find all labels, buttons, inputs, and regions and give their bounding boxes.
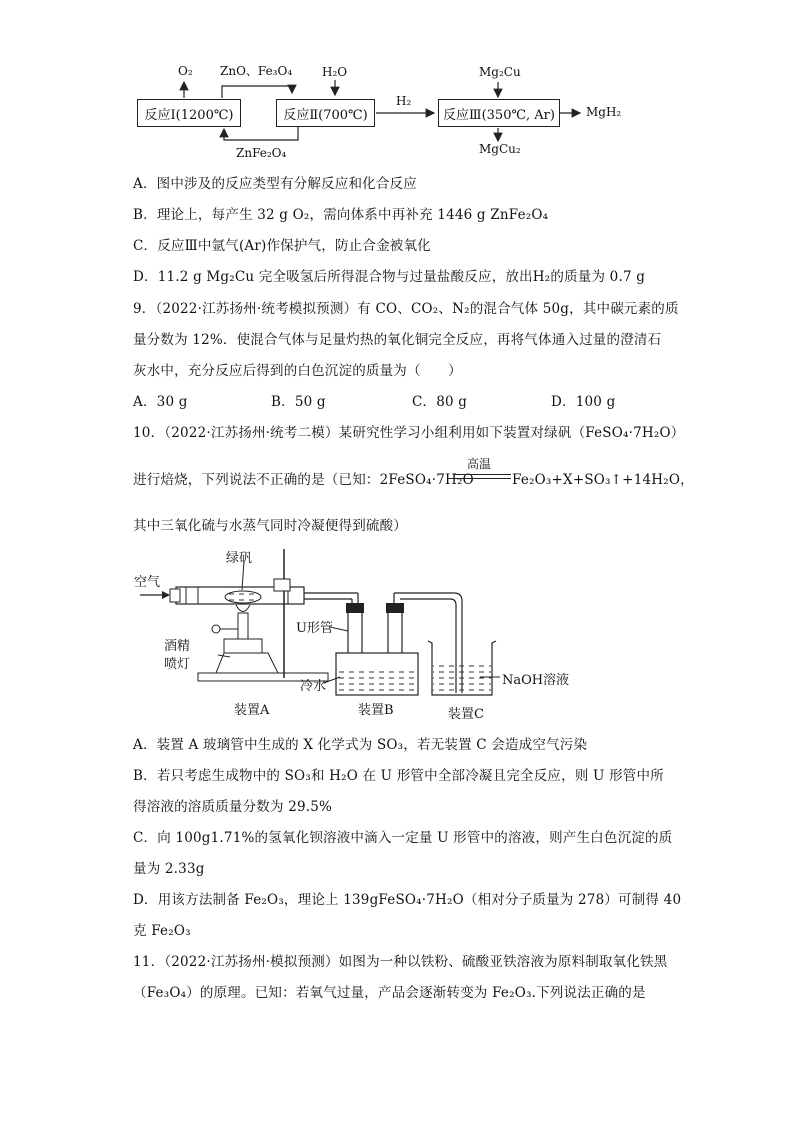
q10-option-c-line1: C．向 100g1.71%的氢氧化钡溶液中滴入一定量 U 形管中的溶液，则产生白色沉淀的质 (133, 830, 673, 846)
u-tube-label: U形管 (296, 621, 333, 636)
mgh2-label: MgH₂ (586, 105, 622, 119)
q8-option-b: B．理论上，每产生 32 g O₂，需向体系中再补充 1446 g ZnFe₂O₄ (133, 207, 549, 223)
equals-line-bottom (453, 478, 511, 479)
znfe2o4-label: ZnFe₂O₄ (236, 146, 287, 160)
q10-option-c-line2: 量为 2.33g (133, 861, 205, 877)
device-c-label: 装置C (448, 707, 484, 722)
reaction-1-box: 反应Ⅰ(1200℃) (137, 99, 241, 127)
device-a-label: 装置A (234, 703, 270, 718)
q9-option-d: D．100 g (551, 394, 616, 410)
device-b-label: 装置B (358, 703, 394, 718)
q9-option-a: A．30 g (133, 394, 188, 410)
reaction-equation-arrow (453, 455, 511, 485)
apparatus-diagram (128, 543, 588, 721)
q10-option-b-line1: B．若只考虑生成物中的 SO₃和 H₂O 在 U 形管中全部冷凝且完全反应，则 U 形管中所 (133, 768, 664, 784)
q11-stem-line1: 11．（2022·江苏扬州·模拟预测）如图为一种以铁粉、硫酸亚铁溶液为原料制取氧化铁黑 (133, 954, 668, 970)
q8-option-a: A．图中涉及的反应类型有分解反应和化合反应 (133, 176, 417, 192)
process-flowchart (120, 58, 680, 166)
q9-stem-line2: 量分数为 12%．使混合气体与足量灼热的氧化铜完全反应，再将气体通入过量的澄清石 (133, 332, 662, 348)
reaction-3-box: 反应Ⅲ(350℃, Ar) (438, 99, 560, 127)
q10-option-b-line2: 得溶液的溶质质量分数为 29.5% (133, 799, 333, 815)
q9-option-b: B．50 g (271, 394, 326, 410)
alcohol-lamp-label-1: 酒精 (164, 639, 191, 654)
q10-stem-line2-post: Fe₂O₃+X+SO₃↑+14H₂O， (512, 472, 694, 488)
q9-stem-line1: 9．（2022·江苏扬州·统考模拟预测）有 CO、CO₂、N₂的混合气体 50g，其中碳元素的质 (133, 301, 679, 317)
h2-label: H₂ (396, 94, 412, 108)
q8-option-c: C．反应Ⅲ中氩气(Ar)作保护气，防止合金被氧化 (133, 238, 431, 254)
apparatus-drawing (128, 543, 588, 721)
mgcu2-label: MgCu₂ (479, 142, 521, 156)
condition-label: 高温 (467, 457, 492, 471)
zno-fe3o4-label: ZnO、Fe₃O₄ (220, 64, 293, 78)
mg2cu-label: Mg₂Cu (479, 65, 521, 79)
q10-option-a: A．装置 A 玻璃管中生成的 X 化学式为 SO₃，若无装置 C 会造成空气污染 (133, 737, 588, 753)
h2o-label: H₂O (322, 65, 348, 79)
q10-stem-line3: 其中三氧化硫与水蒸气同时冷凝便得到硫酸） (133, 518, 407, 534)
q11-stem-line2: （Fe₃O₄）的原理。已知：若氧气过量，产品会逐渐转变为 Fe₂O₃.下列说法正确的是 (133, 985, 646, 1001)
q9-stem-line3: 灰水中，充分反应后得到的白色沉淀的质量为（ ） (133, 363, 462, 379)
q8-option-d: D．11.2 g Mg₂Cu 完全吸氢后所得混合物与过量盐酸反应，放出H₂的质量为 0.7 g (133, 269, 646, 285)
air-label: 空气 (134, 575, 161, 590)
q10-stem-line2-pre: 进行焙烧，下列说法不正确的是（已知：2FeSO₄·7H₂O (133, 472, 474, 488)
alcohol-lamp-label-2: 喷灯 (164, 657, 191, 672)
naoh-solution-label: NaOH溶液 (502, 673, 570, 688)
reaction-2-box: 反应Ⅱ(700℃) (276, 99, 375, 127)
q9-option-c: C．80 g (412, 394, 468, 410)
green-vitriol-label: 绿矾 (226, 551, 253, 566)
equals-line-top (453, 474, 511, 475)
q10-option-d-line1: D．用该方法制备 Fe₂O₃，理论上 139gFeSO₄·7H₂O（相对分子质量为 278）可制得 40 (133, 892, 682, 908)
cold-water-label: 冷水 (300, 679, 327, 694)
o2-label: O₂ (178, 64, 193, 78)
q10-stem-line1: 10．（2022·江苏扬州·统考二模）某研究性学习小组利用如下装置对绿矾（FeSO₄·7H₂O） (133, 425, 685, 441)
q10-option-d-line2: 克 Fe₂O₃ (133, 923, 191, 939)
